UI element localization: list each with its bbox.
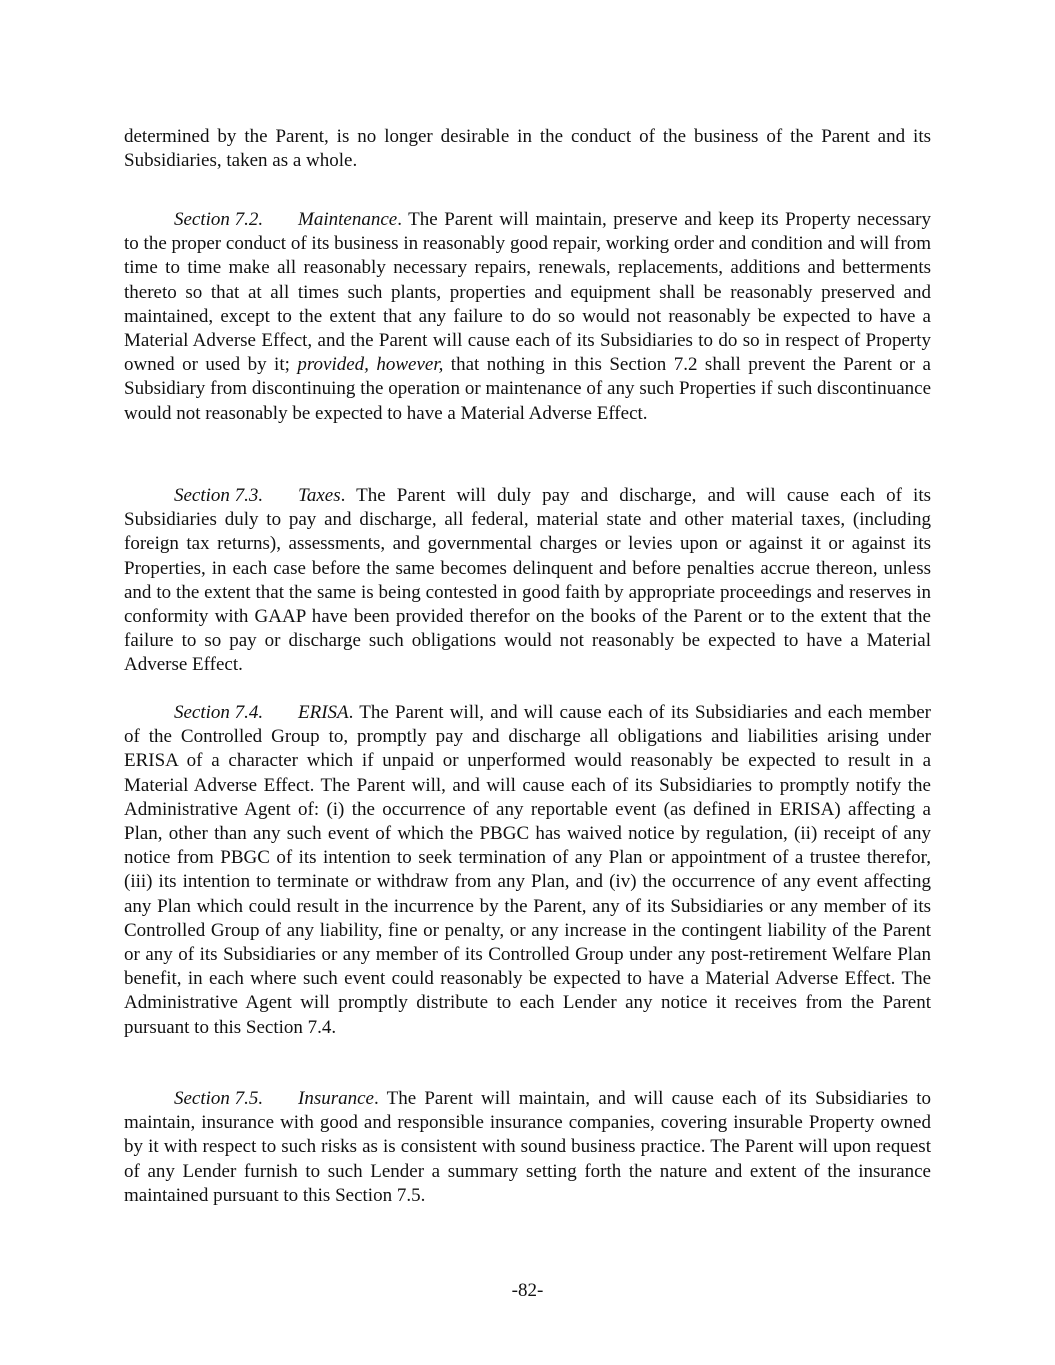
section-7-4-title: ERISA (298, 702, 349, 723)
section-7-4-paragraph (124, 701, 931, 1040)
section-7-3-body: . The Parent will duly pay and discharge, and will cause each of its Subsidiaries duly to pay and discharge, all federal, material state and other material taxes, (including foreign tax returns), assessments, and governmental charges or levies upon or against it or against its Properties, in each case before the same becomes delinquent and before penalties accrue thereon, unless and to the extent that the same is being contested in good faith by appropriate proceedings and reserves in conformity with GAAP have been provided therefor on the books of the Parent or to the extent that the failure to so pay or discharge such obligations would not reasonably be expected to have a Material Adverse Effect. (124, 485, 931, 676)
section-7-3-number: Section 7.3. (174, 485, 264, 506)
section-7-4-body: . The Parent will, and will cause each of its Subsidiaries and each member of the Controlled Group to, promptly pay and discharge all obligations and liabilities arising under ERISA of a character which if unpaid or unperformed would reasonably be expected to result in a Material Adverse Effect. The Parent will, and will cause each of its Subsidiaries to promptly notify the Administrative Agent of: (i) the occurrence of any reportable event (as defined in ERISA) affecting a Plan, other than any such event of which the PBGC has waived notice by regulation, (ii) receipt of any notice from PBGC of its intention to seek termination of any Plan or appointment of a trustee therefor, (iii) its intention to terminate or withdraw from any Plan, and (iv) the occurrence of any event affecting any Plan which could result in the incurrence by the Parent, any of its Subsidiaries or any member of its Controlled Group of any liability, fine or penalty, or any increase in the contingent liability of the Parent or any of its Subsidiaries or any member of its Controlled Group under any post-retirement Welfare Plan benefit, in each where such event could reasonably be expected to have a Material Adverse Effect. The Administrative Agent will promptly distribute to each Lender any notice it receives from the Parent pursuant to this Section 7.4. (124, 702, 931, 1038)
section-7-2-body-after: that nothing in this Section 7.2 shall prevent the Parent or a Subsidiary from discontinuing the operation or maintenance of any such Properties if such discontinuance would not reasonably be expected to have a Material Adverse Effect. (124, 354, 931, 424)
section-7-4-number: Section 7.4. (174, 702, 264, 723)
section-7-2-number: Section 7.2. (174, 209, 264, 230)
section-7-5-title: Insurance (298, 1088, 374, 1109)
page-number: -82- (511, 1280, 544, 1301)
section-7-3 (124, 484, 931, 678)
section-7-5-body: . The Parent will maintain, and will cause each of its Subsidiaries to maintain, insurance with good and responsible insurance companies, covering insurable Property owned by it with respect to such risks as is consistent with sound business practice. The Parent will upon request of any Lender furnish to such Lender a summary setting forth the nature and extent of the insurance maintained pursuant to this Section 7.5. (124, 1088, 931, 1206)
section-7-5 (124, 1087, 931, 1208)
section-7-4 (124, 701, 931, 1040)
continuation-paragraph (124, 125, 931, 173)
continuation-text: determined by the Parent, is no longer desirable in the conduct of the business of the Parent and its Subsidiaries, taken as a whole. (124, 126, 931, 172)
section-7-3-title: Taxes (298, 485, 341, 506)
section-7-5-paragraph (124, 1087, 931, 1208)
section-7-2-title: Maintenance (298, 209, 398, 230)
section-7-2 (124, 208, 931, 426)
section-7-5-number: Section 7.5. (174, 1088, 264, 1109)
section-7-2-paragraph (124, 208, 931, 426)
section-7-2-body-before: . The Parent will maintain, preserve and keep its Property necessary to the proper conduct of its business in reasonably good repair, working order and condition and will from time to time make all reasonably necessary repairs, renewals, replacements, additions and betterments thereto so that at all times such plants, properties and equipment shall be reasonably preserved and maintained, except to the extent that any failure to do so would not reasonably be expected to have a Material Adverse Effect, and the Parent will cause each of its Subsidiaries to do so in respect of Property owned or used by it; (124, 209, 931, 376)
section-7-2-emphasis: provided, however, (297, 354, 444, 376)
section-7-3-paragraph (124, 484, 931, 678)
